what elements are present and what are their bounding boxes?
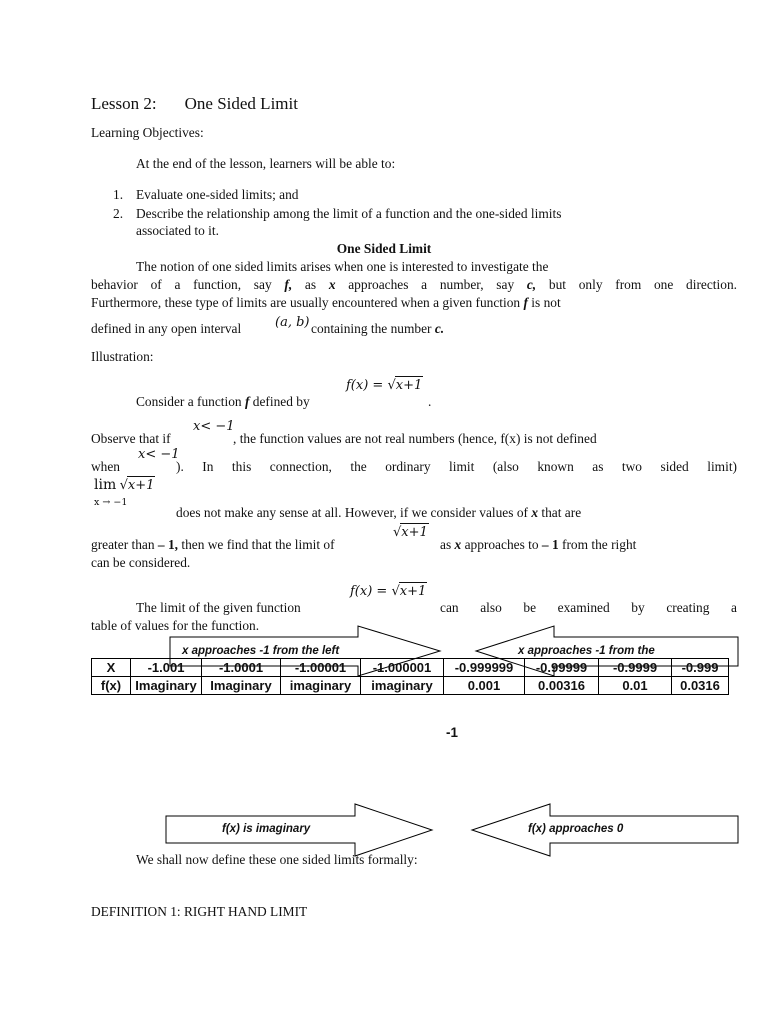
objective-num-2: 2. bbox=[113, 206, 124, 221]
table-cell: X bbox=[92, 659, 131, 677]
limit-formula: f(x) = √x+1 bbox=[350, 584, 427, 599]
para1-line3: Furthermore, these type of limits are usually encountered when a given function f is not bbox=[91, 295, 561, 310]
condition-2: x< −1 bbox=[138, 447, 180, 462]
observe-e: does not make any sense at all. However, if we consider values of x that are bbox=[176, 505, 582, 520]
consider-text: Consider a function f defined by bbox=[136, 394, 310, 409]
define-text: We shall now define these one sided limits formally: bbox=[136, 852, 418, 867]
illustration-label: Illustration: bbox=[91, 349, 154, 364]
function-formula: f(x) = √x+1 bbox=[346, 378, 423, 393]
table-cell: -1.00001 bbox=[281, 659, 361, 677]
limit-subscript: x → −1 bbox=[94, 497, 128, 508]
limit-expression: lim √x+1 bbox=[94, 477, 155, 493]
values-table bbox=[91, 658, 729, 695]
observe-l: can be considered. bbox=[91, 555, 191, 570]
objective-2-cont: associated to it. bbox=[136, 223, 219, 238]
table-cell: f(x) bbox=[92, 677, 131, 695]
observe-i: as x approaches to – 1 from the right bbox=[440, 537, 637, 552]
arrow-label-approaches: f(x) approaches 0 bbox=[528, 823, 624, 835]
lesson-number: Lesson 2: bbox=[91, 94, 157, 113]
table-cell: -1.001 bbox=[131, 659, 202, 677]
arrow-label-left: x approaches -1 from the left bbox=[182, 645, 340, 657]
objectives-intro: At the end of the lesson, learners will be able to: bbox=[136, 156, 396, 171]
objective-2: Describe the relationship among the limit of a function and the one-sided limits bbox=[136, 206, 562, 221]
observe-g: greater than – 1, then we find that the limit of bbox=[91, 537, 335, 552]
table-cell: -1.0001 bbox=[202, 659, 281, 677]
observe-b: , the function values are not real numbers (hence, f(x) is not defined bbox=[233, 431, 597, 446]
para1-line2: behavior of a function, say f, as x approaches a number, say c, but only from one direction. bbox=[91, 277, 737, 292]
limit-para-b: can also be examined by creating a bbox=[440, 600, 737, 615]
table-cell: Imaginary bbox=[202, 677, 281, 695]
para1-line1: The notion of one sided limits arises when one is interested to investigate the bbox=[136, 259, 549, 274]
table-cell: 0.01 bbox=[599, 677, 672, 695]
table-cell: Imaginary bbox=[131, 677, 202, 695]
consider-period: . bbox=[428, 394, 432, 409]
arrow-label-imaginary: f(x) is imaginary bbox=[222, 823, 311, 835]
observe-d: ). In this connection, the ordinary limit (also known as two sided limit) bbox=[176, 459, 737, 474]
table-cell: -0.9999 bbox=[599, 659, 672, 677]
table-cell: -0.999 bbox=[672, 659, 729, 677]
table-cell: -0.999999 bbox=[444, 659, 525, 677]
objective-1: Evaluate one-sided limits; and bbox=[136, 187, 299, 202]
interval-formula: (a, b) bbox=[275, 315, 310, 330]
table-cell: imaginary bbox=[281, 677, 361, 695]
sqrt-expression: √x+1 bbox=[393, 525, 428, 540]
table-cell: -1.000001 bbox=[361, 659, 444, 677]
limit-para-a: The limit of the given function bbox=[136, 600, 301, 615]
section-heading: One Sided Limit bbox=[336, 241, 432, 256]
arrow-label-right: x approaches -1 from the bbox=[518, 645, 655, 657]
limit-para-c: table of values for the function. bbox=[91, 618, 260, 633]
table-row bbox=[92, 659, 729, 677]
observe-c: when bbox=[91, 459, 121, 474]
definition-heading: DEFINITION 1: RIGHT HAND LIMIT bbox=[91, 904, 308, 919]
table-cell: 0.00316 bbox=[525, 677, 599, 695]
observe-a: Observe that if bbox=[91, 431, 171, 446]
table-cell: -0.99999 bbox=[525, 659, 599, 677]
condition-1: x< −1 bbox=[193, 419, 235, 434]
table-row bbox=[92, 677, 729, 695]
para1-line4b: containing the number c. bbox=[311, 321, 445, 336]
table-cell: imaginary bbox=[361, 677, 444, 695]
objectives-heading: Learning Objectives: bbox=[91, 125, 204, 140]
center-value: -1 bbox=[446, 725, 458, 740]
objective-num-1: 1. bbox=[113, 187, 124, 202]
lesson-name: One Sided Limit bbox=[184, 94, 298, 113]
para1-line4a: defined in any open interval bbox=[91, 321, 242, 336]
table-cell: 0.001 bbox=[444, 677, 525, 695]
table-cell: 0.0316 bbox=[672, 677, 729, 695]
